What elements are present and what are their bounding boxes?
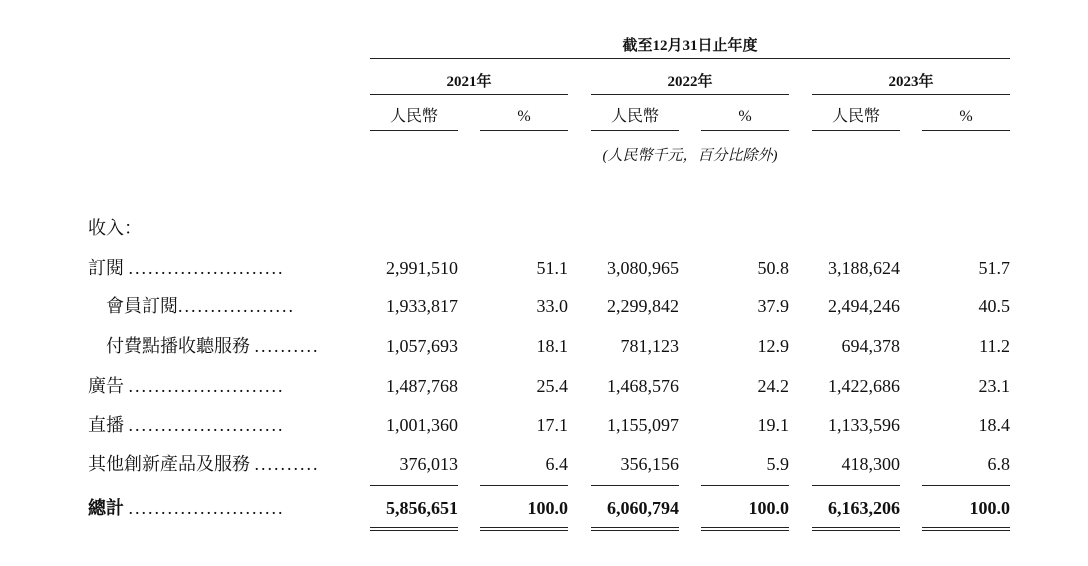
value-cell: 1,422,686	[828, 376, 900, 396]
row-label-membership: 會員訂閱..................	[106, 296, 295, 316]
value-cell: 17.1	[536, 415, 568, 435]
value-cell: 1,001,360	[386, 415, 458, 435]
value-cell: 33.0	[536, 296, 568, 316]
value-cell: 12.9	[757, 336, 789, 356]
sub-rule	[591, 130, 679, 131]
value-cell: 356,156	[620, 454, 679, 474]
currency-header: 人民幣	[610, 108, 659, 125]
value-cell: 24.2	[757, 376, 789, 396]
period-header: 截至12月31日止年度	[622, 38, 758, 54]
total-double-rule	[701, 527, 789, 531]
year-rule-2022	[591, 94, 789, 95]
total-top-rule	[701, 485, 789, 486]
year-header-2021: 2021年	[446, 74, 492, 90]
sub-rule	[480, 130, 568, 131]
total-double-rule	[922, 527, 1010, 531]
value-cell: 18.1	[536, 336, 568, 356]
total-double-rule	[480, 527, 568, 531]
value-cell: 376,013	[399, 454, 458, 474]
value-cell: 23.1	[978, 376, 1010, 396]
value-cell: 11.2	[979, 336, 1010, 356]
total-top-rule	[370, 485, 458, 486]
value-cell: 1,468,576	[607, 376, 679, 396]
value-cell: 1,155,097	[607, 415, 679, 435]
total-top-rule	[480, 485, 568, 486]
value-cell: 51.7	[978, 258, 1010, 278]
value-cell: 1,057,693	[386, 336, 458, 356]
value-cell: 6.4	[545, 454, 568, 474]
total-double-rule	[370, 527, 458, 531]
value-cell: 3,080,965	[607, 258, 679, 278]
value-cell: 19.1	[757, 415, 789, 435]
year-rule-2021	[370, 94, 568, 95]
value-cell: 40.5	[978, 296, 1010, 316]
total-double-rule	[812, 527, 900, 531]
percent-header: %	[738, 108, 752, 125]
total-top-rule	[591, 485, 679, 486]
total-value-cell: 5,856,651	[386, 498, 458, 518]
period-rule	[370, 58, 1010, 59]
currency-header: 人民幣	[831, 108, 880, 125]
row-label-subscription: 訂閱 ........................	[88, 258, 285, 278]
value-cell: 51.1	[536, 258, 568, 278]
value-cell: 781,123	[620, 336, 679, 356]
row-label-total: 總計 ........................	[88, 498, 285, 518]
sub-rule	[701, 130, 789, 131]
value-cell: 25.4	[536, 376, 568, 396]
value-cell: 2,991,510	[386, 258, 458, 278]
total-value-cell: 6,060,794	[607, 498, 679, 518]
sub-rule	[812, 130, 900, 131]
row-label-advertising: 廣告 ........................	[88, 376, 285, 396]
total-top-rule	[812, 485, 900, 486]
total-value-cell: 100.0	[527, 498, 568, 518]
total-value-cell: 100.0	[748, 498, 789, 518]
value-cell: 694,378	[841, 336, 900, 356]
total-double-rule	[591, 527, 679, 531]
year-header-2023: 2023年	[888, 74, 934, 90]
unit-note: (人民幣千元，百分比除外)	[602, 148, 778, 164]
value-cell: 1,933,817	[386, 296, 458, 316]
percent-header: %	[959, 108, 973, 125]
value-cell: 18.4	[978, 415, 1010, 435]
value-cell: 6.8	[987, 454, 1010, 474]
value-cell: 5.9	[766, 454, 789, 474]
total-value-cell: 100.0	[969, 498, 1010, 518]
sub-rule	[922, 130, 1010, 131]
percent-header: %	[517, 108, 531, 125]
year-rule-2023	[812, 94, 1010, 95]
sub-rule	[370, 130, 458, 131]
total-top-rule	[922, 485, 1010, 486]
total-value-cell: 6,163,206	[828, 498, 900, 518]
value-cell: 37.9	[757, 296, 789, 316]
row-label-other-innovative: 其他創新產品及服務 ..........	[88, 454, 320, 474]
value-cell: 2,494,246	[828, 296, 900, 316]
value-cell: 50.8	[757, 258, 789, 278]
value-cell: 1,487,768	[386, 376, 458, 396]
value-cell: 418,300	[841, 454, 900, 474]
year-header-2022: 2022年	[667, 74, 713, 90]
row-label-live-streaming: 直播 ........................	[88, 415, 285, 435]
section-title: 收入：	[88, 218, 142, 238]
currency-header: 人民幣	[389, 108, 438, 125]
value-cell: 3,188,624	[828, 258, 900, 278]
row-label-pay-per-listen: 付費點播收聽服務 ..........	[106, 336, 320, 356]
value-cell: 2,299,842	[607, 296, 679, 316]
value-cell: 1,133,596	[828, 415, 900, 435]
